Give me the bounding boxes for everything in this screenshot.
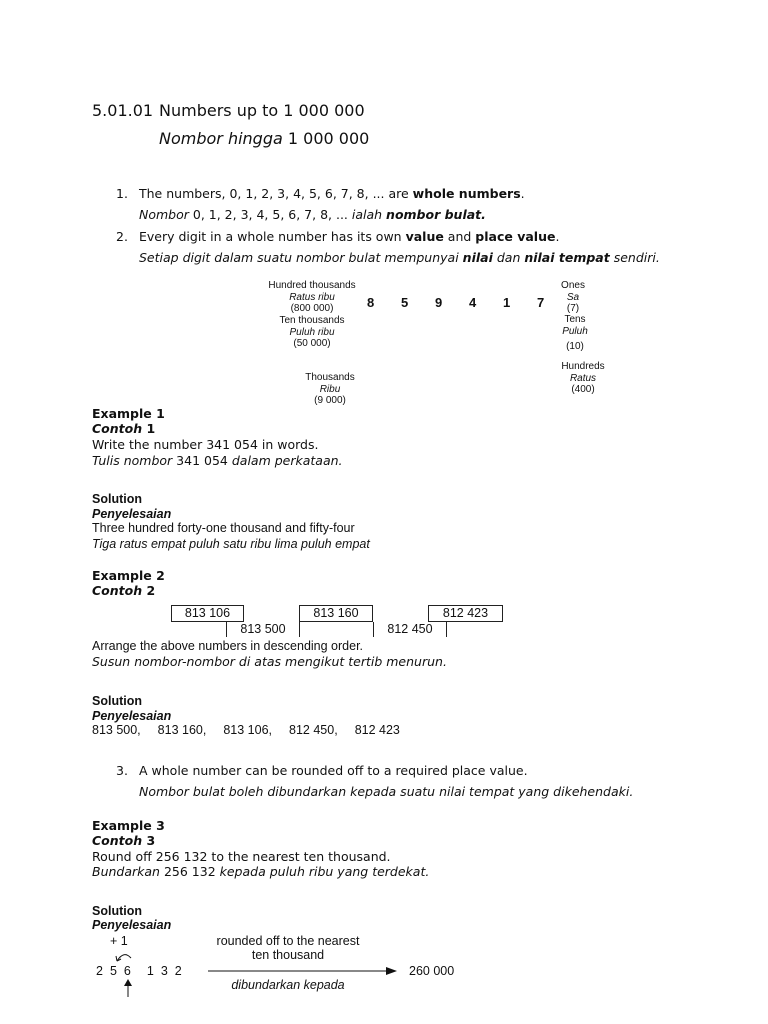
example-2-label: Example 2 <box>92 568 165 583</box>
answer-item: 812 423 <box>354 723 400 737</box>
arrow-label-top <box>208 934 368 962</box>
solution-2-answer <box>92 723 400 737</box>
contoh-1-number: 1 <box>146 421 156 436</box>
arrow-label-bottom: dibundarkan kepada <box>231 978 345 992</box>
tens-ms: Puluh <box>562 325 588 337</box>
example-1-question-en: Write the number 341 054 in words. <box>92 437 319 452</box>
solution-1-answer-ms: Tiga ratus empat puluh satu ribu lima puluh empat <box>92 537 370 551</box>
solution-1-label-ms: Penyelesaian <box>92 507 172 521</box>
rounding-digit: 5 <box>109 964 117 978</box>
example-3-label-ms <box>92 833 155 848</box>
point-2-end: . <box>555 229 560 244</box>
solution-2-label: Solution <box>92 694 142 708</box>
answer-item: 813 500, <box>92 723 141 737</box>
example-3-question-ms <box>92 864 429 879</box>
point-2-ms-bold: nilai <box>462 250 493 265</box>
point-1-number: 1. <box>116 186 128 201</box>
point-2-mid: and <box>443 229 476 244</box>
example-2-question-en: Arrange the above numbers in descending order. <box>92 639 364 653</box>
contoh-1-word: Contoh <box>92 421 143 436</box>
example-1-ms-italic: Tulis nombor <box>92 453 173 468</box>
subtitle-number: 1 000 000 <box>287 129 370 148</box>
digit-4: 4 <box>469 295 477 310</box>
contoh-2-number: 2 <box>146 583 156 598</box>
point-3-english: A whole number can be rounded off to a required place value. <box>139 763 528 778</box>
number-box: 813 160 <box>299 605 373 622</box>
example-1-ms-number: 341 054 <box>172 453 232 468</box>
example-3-ms-italic-2: kepada puluh ribu yang terdekat. <box>219 864 430 879</box>
ones-en: Ones <box>561 280 585 291</box>
example-3-ms-number: 256 132 <box>159 864 220 879</box>
ten-thousands-ms: Puluh ribu <box>289 326 335 338</box>
point-2-number: 2. <box>116 229 128 244</box>
label-tens <box>550 314 600 353</box>
ones-value: (7) <box>566 303 580 314</box>
solution-3-label: Solution <box>92 904 142 918</box>
ones-ms: Sa <box>566 291 580 303</box>
point-1-malay <box>139 207 486 222</box>
point-1-ms-text: 0, 1, 2, 3, 4, 5, 6, 7, 8, ... <box>188 207 352 222</box>
rounding-digit: 2 <box>174 964 182 978</box>
thousands-en: Thousands <box>305 372 355 383</box>
point-2-ms-bold-2: nilai tempat <box>524 250 610 265</box>
hundreds-ms: Ratus <box>569 372 597 384</box>
number-box: 813 106 <box>171 605 244 622</box>
example-2-label-ms <box>92 583 155 598</box>
example-3-ms-italic: Bundarkan <box>92 864 160 879</box>
label-hundreds <box>553 361 613 396</box>
point-2-text: Every digit in a whole number has its own <box>139 229 406 244</box>
example-2-question-ms: Susun nombor-nombor di atas mengikut tertib menurun. <box>92 654 447 669</box>
section-title: Numbers up to 1 000 000 <box>159 101 365 120</box>
number-box: 812 423 <box>428 605 503 622</box>
hundreds-value: (400) <box>571 384 595 395</box>
ten-thousands-en: Ten thousands <box>279 315 345 326</box>
point-2-bold: value <box>405 229 444 244</box>
example-1-ms-italic-2: dalam perkataan. <box>231 453 343 468</box>
curved-arrow-icon <box>112 948 136 964</box>
rounded-result: 260 000 <box>409 964 455 978</box>
answer-item: 812 450, <box>289 723 338 737</box>
solution-3-label-ms: Penyelesaian <box>92 918 172 932</box>
example-1-label: Example 1 <box>92 406 165 421</box>
point-2-english <box>139 229 559 244</box>
ten-thousands-value: (50 000) <box>293 338 331 349</box>
rounding-digit: 2 <box>96 964 103 978</box>
example-1-label-ms <box>92 421 155 436</box>
arrow-label-line: ten thousand <box>251 948 325 962</box>
solution-2-label-ms: Penyelesaian <box>92 709 172 723</box>
hundreds-en: Hundreds <box>561 361 605 372</box>
point-1-ms-italic-2: ialah <box>351 207 387 222</box>
up-arrow-icon <box>122 978 134 998</box>
point-2-ms-end: sendiri. <box>609 250 660 265</box>
example-1-question-ms <box>92 453 343 468</box>
rounding-digit: 1 <box>146 964 154 978</box>
example-3-label: Example 3 <box>92 818 165 833</box>
digit-1: 1 <box>503 295 511 310</box>
point-3-number: 3. <box>116 763 128 778</box>
point-2-ms-mid: dan <box>492 250 525 265</box>
point-1-text: The numbers, 0, 1, 2, 3, 4, 5, 6, 7, 8, ... are <box>139 186 413 201</box>
point-1-ms-bold: nombor bulat. <box>386 207 486 222</box>
section-subtitle <box>159 129 369 148</box>
contoh-3-word: Contoh <box>92 833 143 848</box>
point-3-malay: Nombor bulat boleh dibundarkan kepada suatu nilai tempat yang dikehendaki. <box>139 784 634 799</box>
number-bracket: 813 500 <box>226 622 300 637</box>
right-arrow-icon <box>208 965 398 977</box>
thousands-value: (9 000) <box>314 395 346 406</box>
arrow-label-line: rounded off to the nearest <box>216 934 360 948</box>
rounding-digit: 3 <box>160 964 168 978</box>
solution-1-label: Solution <box>92 492 142 506</box>
point-2-malay <box>139 250 660 265</box>
point-1-english <box>139 186 525 201</box>
contoh-2-word: Contoh <box>92 583 143 598</box>
hundred-thousands-en: Hundred thousands <box>268 280 356 291</box>
digit-7: 7 <box>537 295 545 310</box>
answer-item: 813 160, <box>157 723 207 737</box>
hundred-thousands-ms: Ratus ribu <box>289 291 335 303</box>
digit-5: 5 <box>401 295 409 310</box>
point-1-bold: whole numbers <box>412 186 521 201</box>
point-2-ms-text: Setiap digit dalam suatu nombor bulat mempunyai <box>139 250 463 265</box>
number-bracket: 812 450 <box>373 622 447 637</box>
label-ten-thousands <box>262 315 362 350</box>
point-2-bold-2: place value <box>475 229 556 244</box>
label-ones <box>548 280 598 315</box>
rounding-digits <box>96 964 182 978</box>
point-1-end: . <box>520 186 525 201</box>
tens-value: (10) <box>566 341 584 352</box>
digit-8: 8 <box>367 295 375 310</box>
solution-1-answer-en: Three hundred forty-one thousand and fifty-four <box>92 521 355 535</box>
digit-9: 9 <box>435 295 443 310</box>
contoh-3-number: 3 <box>146 833 156 848</box>
section-number: 5.01.01 <box>92 101 154 120</box>
thousands-ms: Ribu <box>319 383 341 395</box>
tens-en: Tens <box>564 314 586 325</box>
hundred-thousands-value: (800 000) <box>290 303 334 314</box>
rounding-digit: 6 <box>123 964 131 978</box>
answer-item: 813 106, <box>223 723 273 737</box>
plus-one-label: + 1 <box>110 934 128 948</box>
subtitle-italic: Nombor hingga <box>159 129 283 148</box>
point-1-ms-italic: Nombor <box>139 207 189 222</box>
example-3-question-en: Round off 256 132 to the nearest ten thousand. <box>92 849 391 864</box>
label-hundred-thousands <box>262 280 362 315</box>
label-thousands <box>280 372 380 407</box>
